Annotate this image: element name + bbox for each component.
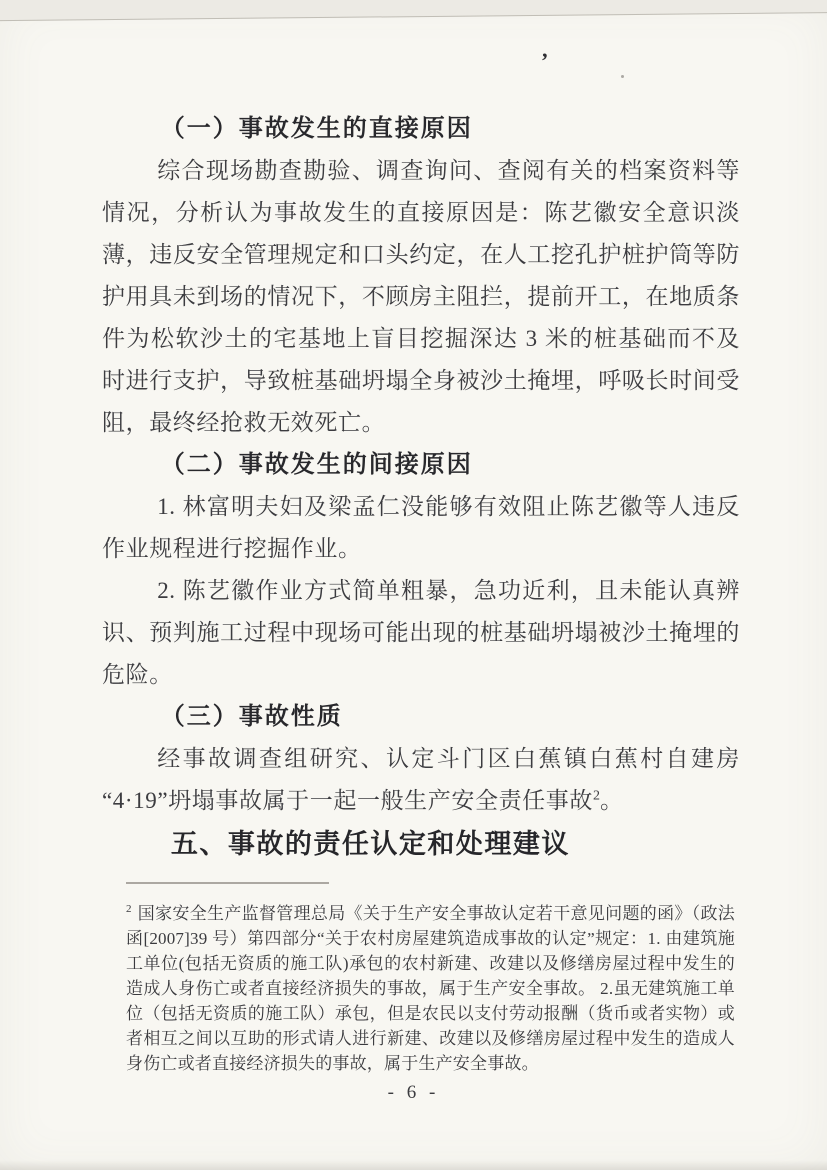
chapter-heading-responsibility: 五、事故的责任认定和处理建议 <box>170 829 570 859</box>
paragraph-indirect-cause-1: 1. 林富明夫妇及梁孟仁没能够有效阻止陈艺徽等人违反作业规程进行挖掘作业。 <box>102 494 740 561</box>
section-heading-direct-cause: （一）事故发生的直接原因 <box>160 115 473 142</box>
footnote-reference-mark: 2 <box>592 788 600 804</box>
section-heading-accident-nature: （三）事故性质 <box>160 703 343 730</box>
paragraph-direct-cause: 综合现场勘查勘验、调查询问、查阅有关的档案资料等情况，分析认为事故发生的直接原因是：陈艺徽安全意识淡薄，违反安全管理规定和口头约定，在人工挖孔护桩护筒等防护用具未到场的情况下，不顾房主阻拦，提前开工，在地质条件为松软沙土的宅基地上盲目挖掘深达 3 米的桩基础而不及时进行支护，导致桩基础坍塌全身被沙土掩埋，呼吸长时间受阻，最终经抢救无效死亡。 <box>102 158 740 435</box>
footnote-text <box>126 901 735 1076</box>
scan-edge-artifact-top <box>0 0 827 21</box>
paragraph-indirect-cause-2: 2. 陈艺徽作业方式简单粗暴，急功近利，且未能认真辨识、预判施工过程中现场可能出现的桩基础坍塌被沙土掩埋的危险。 <box>102 578 740 687</box>
page-number: - 6 - <box>387 1082 440 1103</box>
section-heading-indirect-cause: （二）事故发生的间接原因 <box>160 451 473 478</box>
paragraph-accident-nature <box>102 738 740 822</box>
footnote-block <box>126 876 735 1076</box>
document-body <box>102 108 740 866</box>
stray-dot-artifact <box>621 75 624 78</box>
stray-ink-mark: ’ <box>541 48 549 73</box>
accident-nature-text: 经事故调查组研究、认定斗门区白蕉镇白蕉村自建房“4·19”坍塌事故属于一起一般生产安全责任事故 <box>102 746 740 813</box>
footnote-divider <box>126 882 329 884</box>
scan-edge-artifact-bottom <box>0 1160 827 1170</box>
accident-nature-period: 。 <box>599 788 624 813</box>
footnote-body: 国家安全生产监督管理总局《关于生产安全事故认定若干意见问题的函》（政法函[2007]39 号）第四部分“关于农村房屋建筑造成事故的认定”规定：1. 由建筑施工单位(包括无资质的施工队)承包的农村新建、改建以及修缮房屋过程中发生的造成人身伤亡或者直接经济损失的事故，属于生产安全事故。 2.虽无建筑施工单位（包括无资质的施工队）承包，但是农民以支付劳动报酬（货币或者实物）或者相互之间以互助的形式请人进行新建、改建以及修缮房屋过程中发生的造成人身伤亡或者直接经济损失的事故，属于生产安全事故。 <box>126 904 735 1073</box>
footnote-marker: 2 <box>126 903 132 916</box>
